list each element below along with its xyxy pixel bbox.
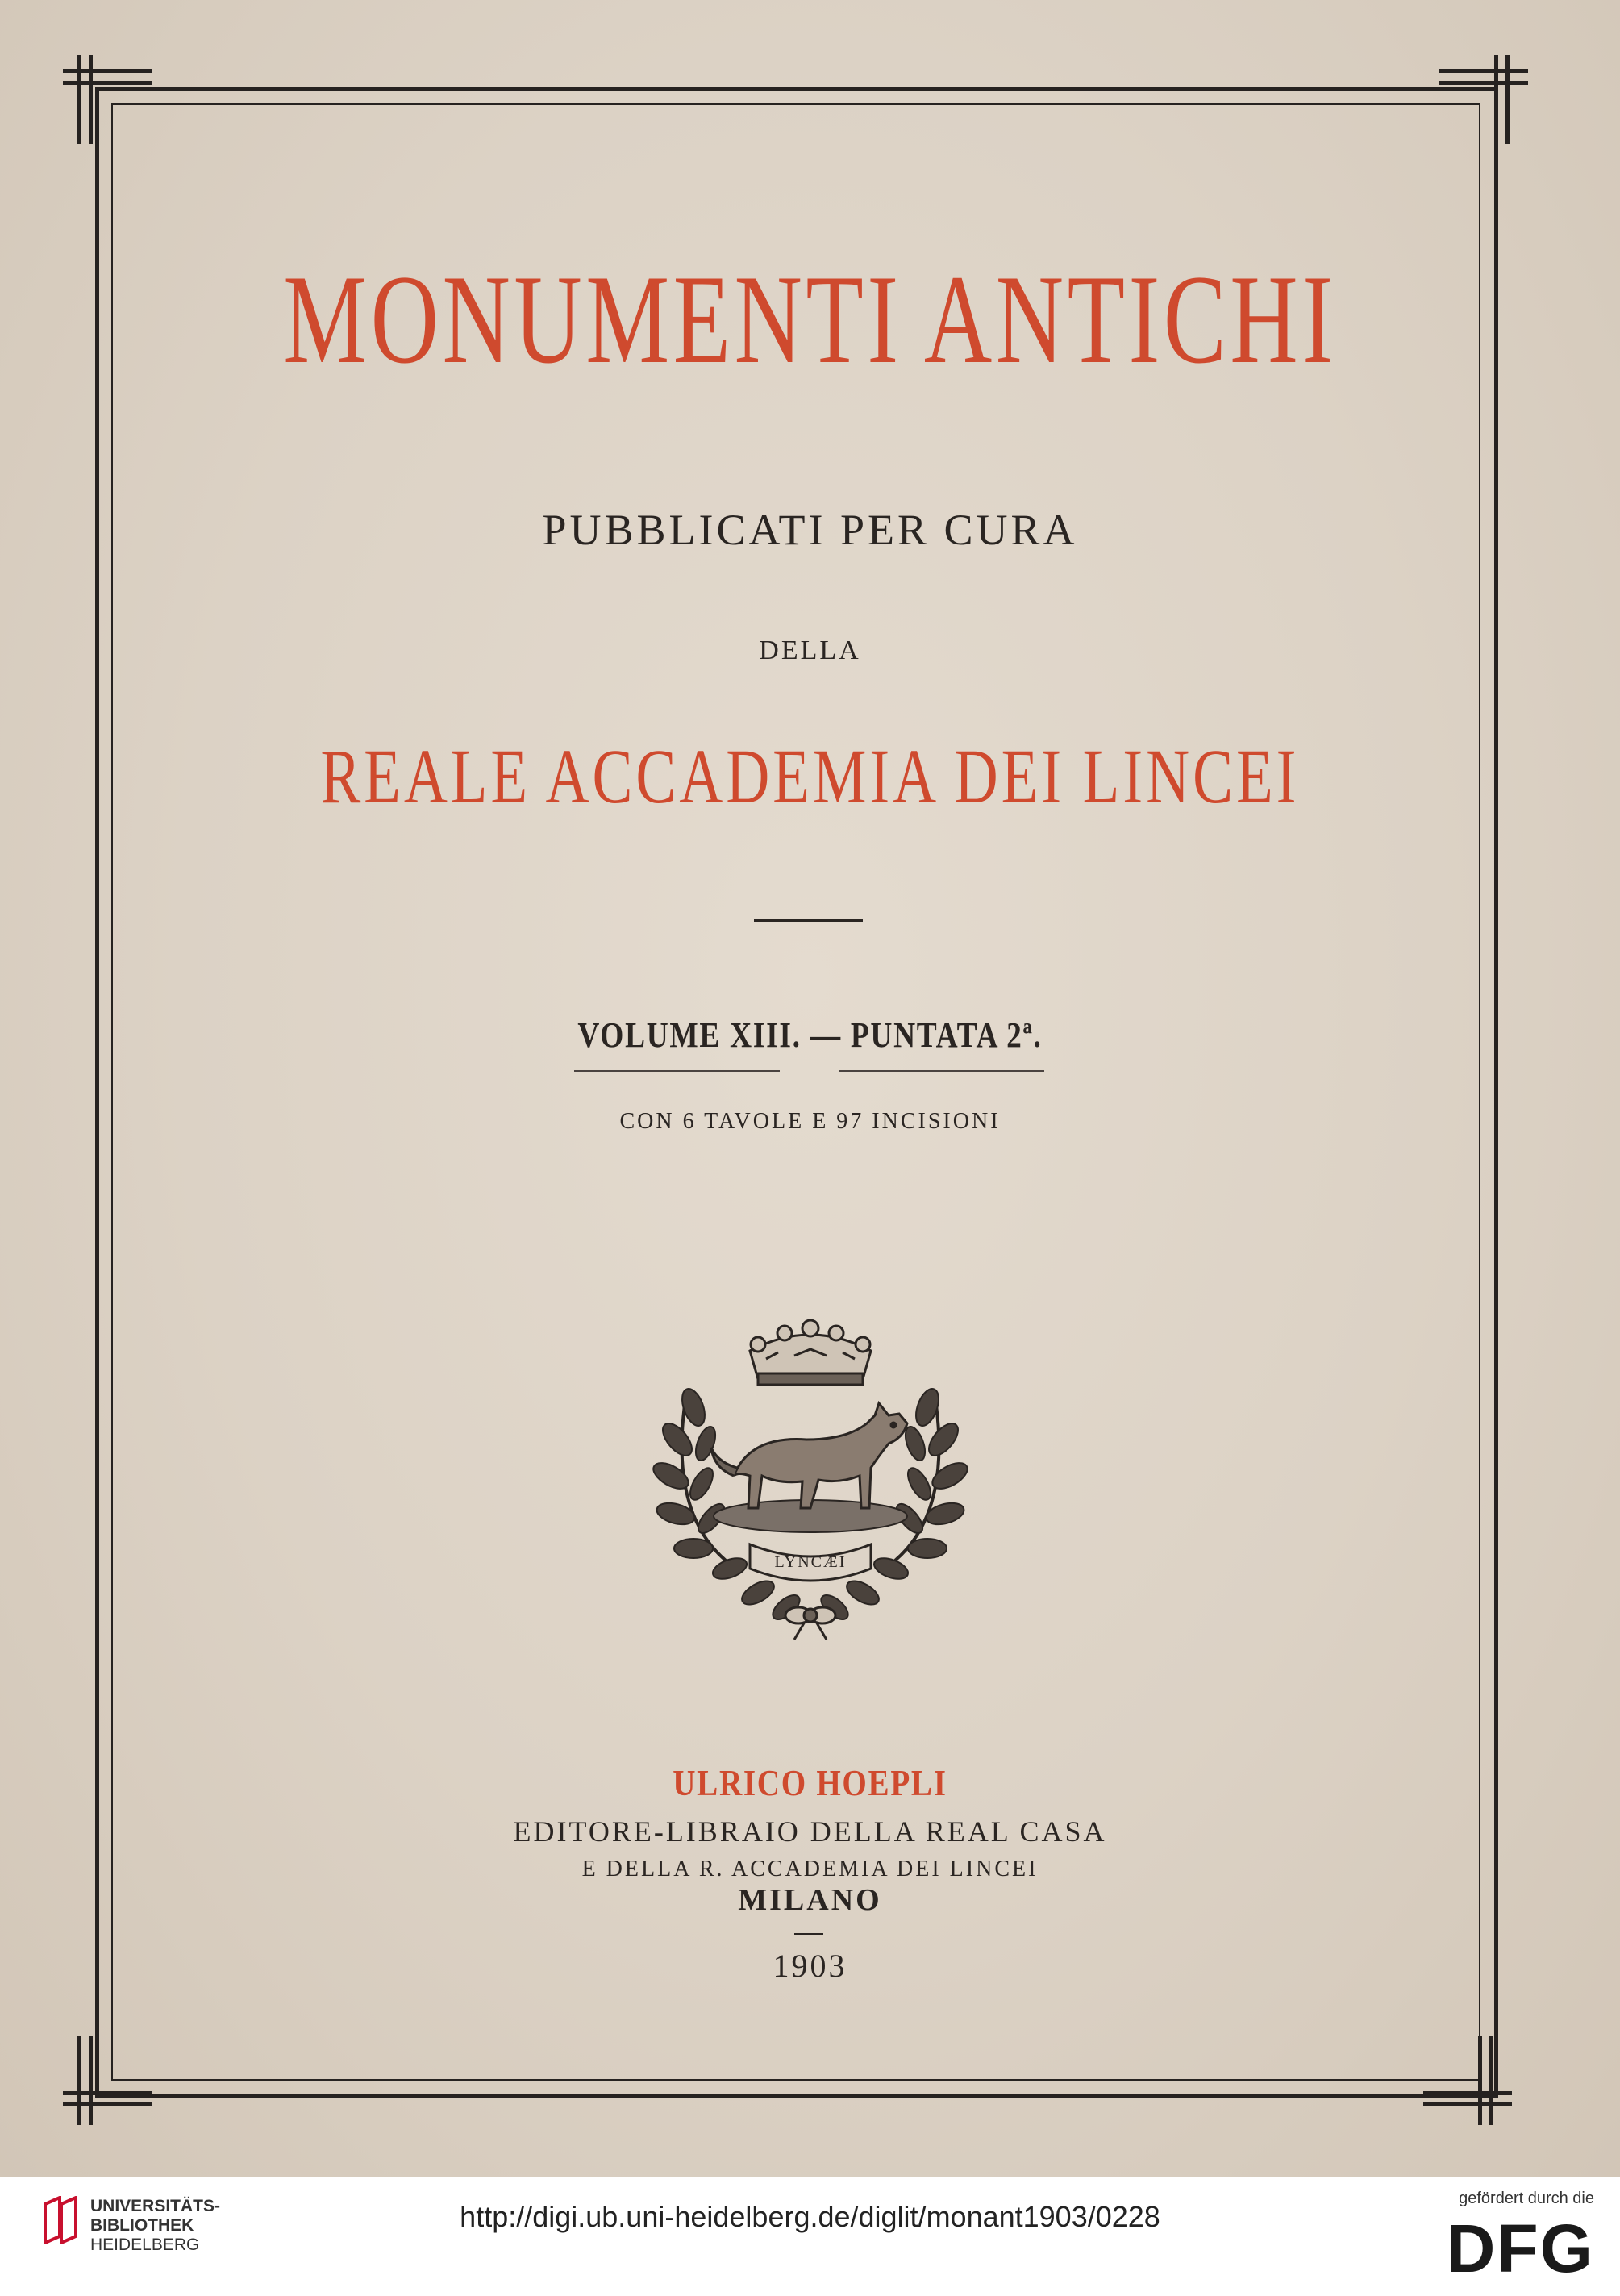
emblem-motto: LYNCÆI bbox=[774, 1553, 847, 1571]
volume-info: VOLUME XIII. — PUNTATA 2ª. bbox=[577, 1015, 1043, 1055]
footer-bar bbox=[0, 2177, 1620, 2296]
book-title: MONUMENTI ANTICHI bbox=[283, 249, 1337, 390]
corner-ornament-top-right bbox=[1439, 55, 1528, 144]
publisher-line-1: EDITORE-LIBRAIO DELLA REAL CASA bbox=[513, 1815, 1107, 1848]
publication-year: 1903 bbox=[773, 1948, 847, 1984]
dfg-logo[interactable]: DFG bbox=[1446, 2211, 1594, 2286]
permalink-url[interactable]: http://digi.ub.uni-heidelberg.de/diglit/monant1903/0228 bbox=[460, 2200, 1160, 2233]
plates-info: CON 6 TAVOLE E 97 INCISIONI bbox=[619, 1109, 1001, 1134]
corner-ornament-bottom-right bbox=[1423, 2036, 1512, 2125]
publication-city: MILANO bbox=[738, 1883, 882, 1917]
subtitle-line-1: PUBBLICATI PER CURA bbox=[542, 506, 1078, 554]
divider-rule-small bbox=[794, 1933, 823, 1935]
publisher-name: ULRICO HOEPLI bbox=[673, 1762, 947, 1803]
subtitle-line-2: DELLA bbox=[759, 635, 861, 665]
funding-note: gefördert durch die bbox=[1459, 2190, 1594, 2207]
library-name-line-1: UNIVERSITÄTS- bbox=[90, 2197, 221, 2215]
publisher-line-2: E DELLA R. ACCADEMIA DEI LINCEI bbox=[581, 1856, 1039, 1881]
academy-name: REALE ACCADEMIA DEI LINCEI bbox=[320, 733, 1300, 819]
corner-ornament-bottom-left bbox=[63, 2036, 152, 2125]
volume-underline-left bbox=[574, 1070, 780, 1072]
divider-rule bbox=[754, 919, 863, 922]
library-name-line-3: HEIDELBERG bbox=[90, 2236, 200, 2254]
corner-ornament-top-left bbox=[63, 55, 152, 144]
lynx-emblem-icon bbox=[637, 1302, 984, 1645]
library-name-line-2: BIBLIOTHEK bbox=[90, 2216, 194, 2235]
volume-underline-right bbox=[839, 1070, 1044, 1072]
